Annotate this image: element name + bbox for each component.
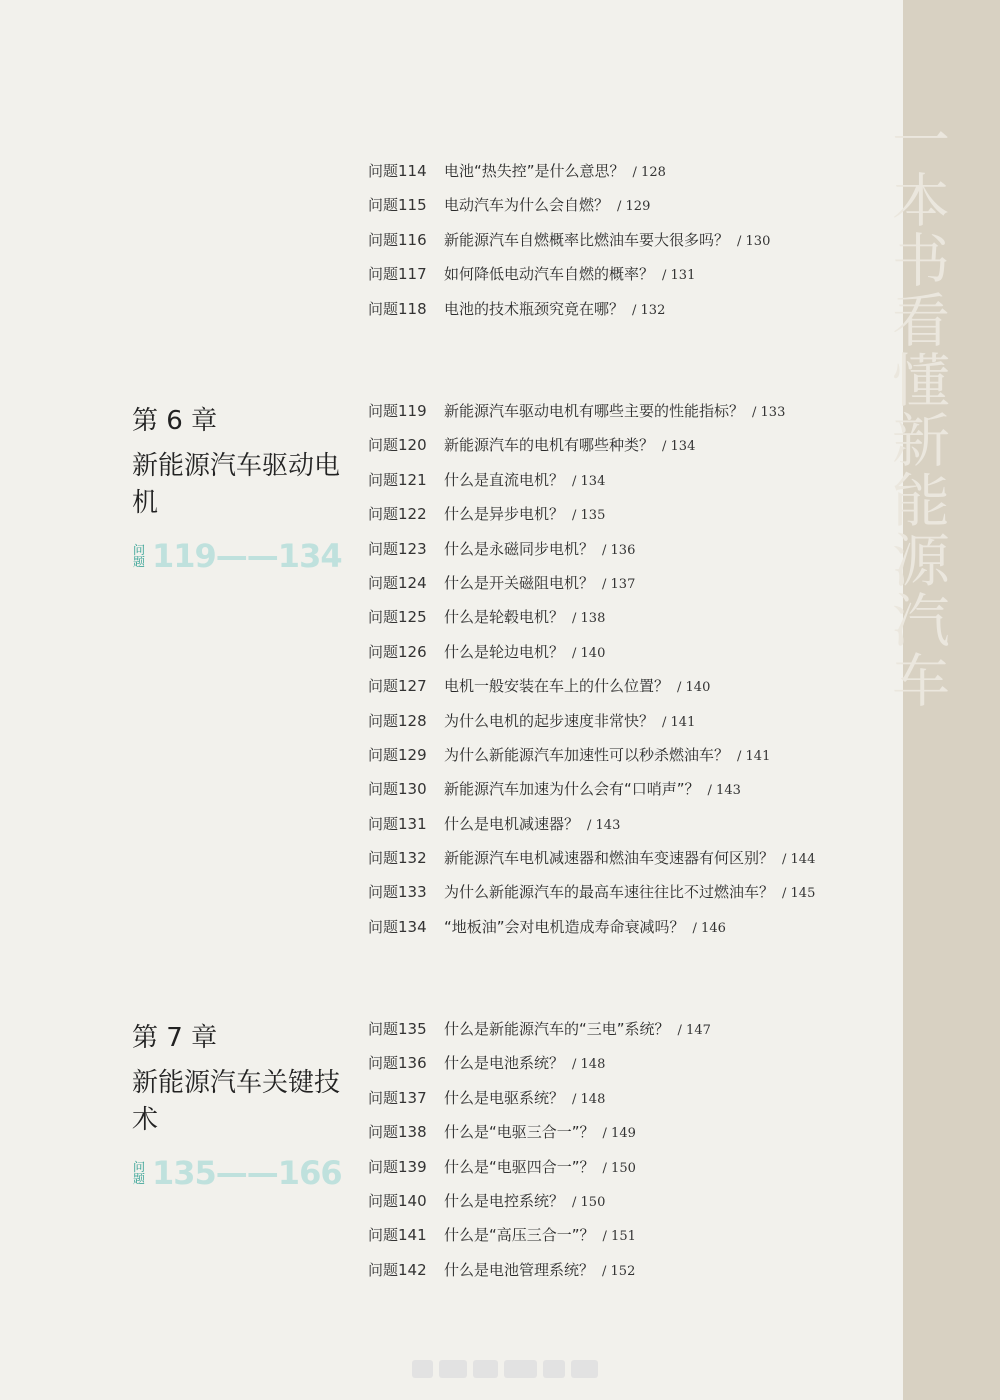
toc-entry <box>368 463 888 497</box>
toc-entry <box>368 807 888 841</box>
question-number: 问题141 <box>368 1226 427 1245</box>
question-list-top <box>368 154 888 326</box>
question-text: 新能源汽车加速为什么会有“口哨声”？ <box>444 780 700 799</box>
question-number: 问题131 <box>368 814 427 833</box>
question-number: 问题128 <box>368 711 427 730</box>
toc-entry <box>368 532 888 566</box>
question-text: 什么是电机减速器？ <box>444 814 580 833</box>
toc-entry <box>368 600 888 634</box>
page-number: / 137 <box>602 576 636 592</box>
toc-entry <box>368 394 888 428</box>
question-text: 什么是电控系统？ <box>444 1191 565 1210</box>
toc-entry <box>368 1184 888 1218</box>
question-number: 问题115 <box>368 196 427 215</box>
toc-entry <box>368 1012 888 1046</box>
toc-entry <box>368 1253 888 1287</box>
page-number: / 150 <box>602 1160 636 1176</box>
page-number: / 140 <box>572 645 606 661</box>
toc-entry <box>368 1150 888 1184</box>
page-number: / 141 <box>662 714 696 730</box>
question-number: 问题126 <box>368 642 427 661</box>
toc-entry <box>368 669 888 703</box>
page-number: / 143 <box>587 817 621 833</box>
question-list-chapter-6 <box>368 394 888 944</box>
question-number: 问题130 <box>368 780 427 799</box>
toc-entry <box>368 1218 888 1252</box>
toc-entry <box>368 841 888 875</box>
chapter-number: 第 7 章 <box>132 1023 218 1053</box>
question-text: 什么是“电驱四合一”？ <box>444 1157 595 1176</box>
chapter-number: 第 6 章 <box>132 406 218 436</box>
chapter-title: 新能源汽车关键技术 <box>132 1068 341 1135</box>
toc-entry <box>368 910 888 944</box>
question-number: 问题127 <box>368 677 427 696</box>
chapter-title: 新能源汽车驱动电机 <box>132 451 341 518</box>
toc-entry <box>368 188 888 222</box>
question-text: 新能源汽车自燃概率比燃油车要大很多吗？ <box>444 230 730 249</box>
toc-entry <box>368 738 888 772</box>
page-number: / 141 <box>737 748 771 764</box>
toc-entry <box>368 635 888 669</box>
question-range <box>132 538 352 574</box>
question-text: 什么是直流电机？ <box>444 470 565 489</box>
range-numbers: 119——134 <box>152 537 342 575</box>
page-number: / 138 <box>572 611 606 627</box>
question-number: 问题135 <box>368 1020 427 1038</box>
question-number: 问题120 <box>368 436 427 455</box>
question-text: 什么是“高压三合一”？ <box>444 1226 595 1245</box>
question-text: 什么是电池管理系统？ <box>444 1260 595 1279</box>
question-text: 新能源汽车驱动电机有哪些主要的性能指标？ <box>444 402 745 420</box>
page-number: / 152 <box>602 1263 636 1279</box>
toc-entry <box>368 1046 888 1080</box>
toc-entry <box>368 154 888 188</box>
question-range <box>132 1155 352 1191</box>
question-text: 如何降低电动汽车自燃的概率？ <box>444 265 655 284</box>
chapter-7-heading <box>132 1022 352 1191</box>
page-number: / 130 <box>737 233 771 249</box>
question-number: 问题125 <box>368 608 427 627</box>
question-number: 问题136 <box>368 1054 427 1073</box>
toc-entry <box>368 257 888 291</box>
question-text: 新能源汽车的电机有哪些种类？ <box>444 436 655 455</box>
page-number: / 150 <box>572 1194 606 1210</box>
question-text: 为什么新能源汽车的最高车速往往比不过燃油车？ <box>444 883 775 902</box>
question-text: 电机一般安装在车上的什么位置？ <box>444 677 670 696</box>
toc-entry <box>368 566 888 600</box>
question-text: 什么是永磁同步电机？ <box>444 539 595 558</box>
question-number: 问题137 <box>368 1088 427 1107</box>
page-number: / 133 <box>752 405 786 420</box>
page-number: / 128 <box>632 165 666 180</box>
page-number: / 140 <box>677 680 711 696</box>
page-number: / 129 <box>617 199 651 215</box>
page-number: / 151 <box>602 1229 636 1245</box>
question-number: 问题121 <box>368 470 427 489</box>
page-number: / 147 <box>677 1023 711 1038</box>
question-text: “地板油”会对电机造成寿命衰减吗？ <box>444 917 685 936</box>
page-number: / 134 <box>662 439 696 455</box>
question-text: 什么是轮毂电机？ <box>444 608 565 627</box>
question-text: 电动汽车为什么会自燃？ <box>444 196 610 215</box>
page-number: / 144 <box>782 852 816 868</box>
range-numbers: 135——166 <box>152 1154 342 1192</box>
question-text: 什么是开关磁阻电机？ <box>444 573 595 592</box>
toc-entry <box>368 1115 888 1149</box>
question-text: 为什么电机的起步速度非常快？ <box>444 711 655 730</box>
toc-entry <box>368 875 888 909</box>
question-text: 什么是“电驱三合一”？ <box>444 1123 595 1142</box>
page-number: / 143 <box>707 783 741 799</box>
question-text: 什么是轮边电机？ <box>444 642 565 661</box>
toc-entry <box>368 1081 888 1115</box>
question-text: 什么是电驱系统？ <box>444 1088 565 1107</box>
question-number: 问题129 <box>368 745 427 764</box>
question-number: 问题116 <box>368 230 427 249</box>
question-number: 问题142 <box>368 1260 427 1279</box>
toc-entry <box>368 497 888 531</box>
page-number: / 146 <box>692 920 726 936</box>
question-text: 什么是新能源汽车的“三电”系统？ <box>444 1020 670 1038</box>
page-number: / 135 <box>572 508 606 524</box>
toc-entry <box>368 772 888 806</box>
question-number: 问题133 <box>368 883 427 902</box>
page-number: / 132 <box>632 302 666 318</box>
toc-entry <box>368 704 888 738</box>
page-number: / 148 <box>572 1057 606 1073</box>
toc-entry <box>368 292 888 326</box>
question-number: 问题140 <box>368 1191 427 1210</box>
book-title-vertical: 一本书看懂新能源汽车 <box>882 110 950 710</box>
chapter-6-heading <box>132 405 352 574</box>
question-text: 为什么新能源汽车加速性可以秒杀燃油车？ <box>444 745 730 764</box>
toc-entry <box>368 428 888 462</box>
question-number: 问题114 <box>368 162 427 180</box>
range-label: 问题 <box>132 543 145 569</box>
page-number: / 149 <box>602 1126 636 1142</box>
question-number: 问题118 <box>368 299 427 318</box>
page-number: / 145 <box>782 886 816 902</box>
question-number: 问题134 <box>368 917 427 936</box>
question-text: 什么是异步电机？ <box>444 505 565 524</box>
question-text: 电池“热失控”是什么意思？ <box>444 162 625 180</box>
question-text: 新能源汽车电机减速器和燃油车变速器有何区别？ <box>444 849 775 868</box>
page-number: / 148 <box>572 1091 606 1107</box>
page-number: / 134 <box>572 473 606 489</box>
page-number: / 131 <box>662 268 696 284</box>
page-number: / 136 <box>602 542 636 558</box>
range-label: 问题 <box>132 1160 145 1186</box>
question-list-chapter-7 <box>368 1012 888 1287</box>
question-text: 电池的技术瓶颈究竟在哪？ <box>444 299 625 318</box>
question-number: 问题139 <box>368 1157 427 1176</box>
question-number: 问题117 <box>368 265 427 284</box>
question-number: 问题138 <box>368 1123 427 1142</box>
question-number: 问题124 <box>368 573 427 592</box>
question-text: 什么是电池系统？ <box>444 1054 565 1073</box>
toc-entry <box>368 223 888 257</box>
question-number: 问题122 <box>368 505 427 524</box>
question-number: 问题132 <box>368 849 427 868</box>
question-number: 问题119 <box>368 402 427 420</box>
question-number: 问题123 <box>368 539 427 558</box>
watermark-blur <box>412 1356 598 1382</box>
